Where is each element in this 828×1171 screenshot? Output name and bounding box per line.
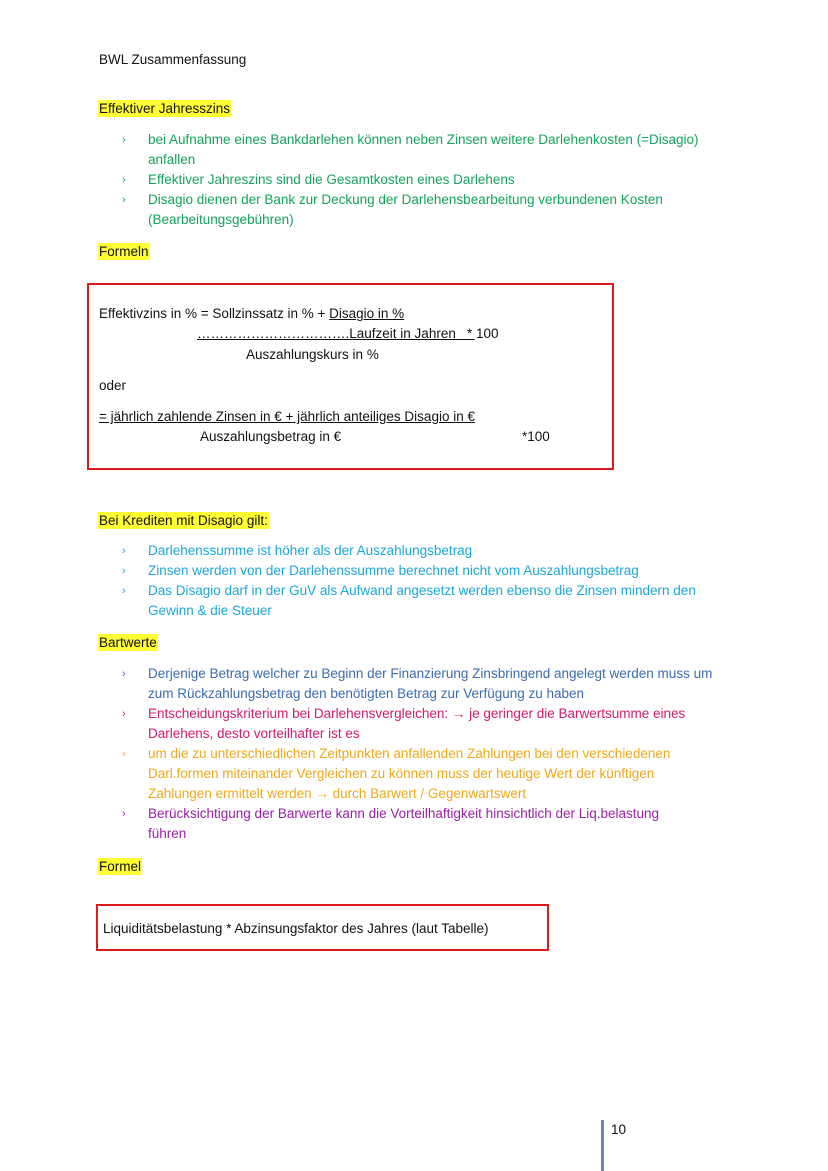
list-item-line: Das Disagio darf in der GuV als Aufwand angesetzt werden ebenso die Zinsen mindern den bbox=[148, 583, 696, 598]
heading-formel: Formel bbox=[99, 859, 142, 874]
list-item bbox=[122, 664, 742, 704]
list-item-line: Entscheidungskriterium bei Darlehensvergleichen: → je geringer die Barwertsumme eines bbox=[148, 706, 686, 721]
bullet-chevron-icon: › bbox=[122, 194, 126, 206]
formula-line-5: Auszahlungsbetrag in € bbox=[200, 429, 342, 444]
page-number-bar bbox=[601, 1120, 604, 1171]
bullet-chevron-icon: › bbox=[122, 748, 126, 760]
formula-oder: oder bbox=[99, 378, 127, 393]
heading-bartwerte: Bartwerte bbox=[99, 635, 157, 650]
list-item-line: führen bbox=[148, 826, 187, 841]
bullet-chevron-icon: › bbox=[122, 708, 126, 720]
list-item-line: Effektiver Jahreszins sind die Gesamtkosten eines Darlehens bbox=[148, 172, 515, 187]
list-item-line: Disagio dienen der Bank zur Deckung der Darlehensbearbeitung verbundenen Kosten bbox=[148, 192, 663, 207]
heading-kredite-disagio: Bei Krediten mit Disagio gilt: bbox=[99, 513, 268, 528]
list-item bbox=[122, 704, 742, 744]
page-number: 10 bbox=[611, 1122, 627, 1137]
list-item-line: Darlehens, desto vorteilhafter ist es bbox=[148, 726, 360, 741]
bullet-chevron-icon: › bbox=[122, 134, 126, 146]
list-item-line: Darlehenssumme ist höher als der Auszahlungsbetrag bbox=[148, 543, 473, 558]
formula-multiplier-1: * 100 bbox=[467, 326, 499, 341]
bullet-chevron-icon: › bbox=[122, 565, 126, 577]
heading-formeln: Formeln bbox=[99, 244, 149, 259]
list-item bbox=[122, 561, 742, 581]
formula-multiplier-2: *100 bbox=[522, 429, 550, 444]
list-item bbox=[122, 190, 742, 230]
document-header-title: BWL Zusammenfassung bbox=[99, 52, 247, 67]
list-item bbox=[122, 130, 742, 170]
list-item-line: um die zu unterschiedlichen Zeitpunkten anfallenden Zahlungen bei den verschiedenen bbox=[148, 746, 671, 761]
list-item bbox=[122, 541, 742, 561]
list-item-line: Zahlungen ermittelt werden → durch Barwert / Gegenwartswert bbox=[148, 786, 527, 801]
list-item-line: anfallen bbox=[148, 152, 196, 167]
formula-line-3: Auszahlungskurs in % bbox=[246, 347, 379, 362]
bullet-chevron-icon: › bbox=[122, 545, 126, 557]
list-kredite-disagio bbox=[122, 541, 742, 621]
bullet-chevron-icon: › bbox=[122, 585, 126, 597]
formula-barwert-text: Liquiditätsbelastung * Abzinsungsfaktor des Jahres (laut Tabelle) bbox=[103, 921, 489, 936]
list-item-line: Zinsen werden von der Darlehenssumme berechnet nicht vom Auszahlungsbetrag bbox=[148, 563, 639, 578]
list-item-line: (Bearbeitungsgebühren) bbox=[148, 212, 294, 227]
bullet-chevron-icon: › bbox=[122, 668, 126, 680]
heading-effektiver-jahreszins: Effektiver Jahresszins bbox=[99, 101, 231, 116]
formula-line-1: Effektivzins in % = Sollzinssatz in % + Disagio in % bbox=[99, 306, 405, 321]
list-effektiver-jahreszins bbox=[122, 130, 742, 230]
list-item-line: bei Aufnahme eines Bankdarlehen können neben Zinsen weitere Darlehenkosten (=Disagio) bbox=[148, 132, 699, 147]
formula-line-4: = jährlich zahlende Zinsen in € + jährlich anteiliges Disagio in € bbox=[99, 409, 475, 424]
list-item-line: Darl.formen miteinander Vergleichen zu können muss der heutige Wert der künftigen bbox=[148, 766, 655, 781]
list-item-line: Gewinn & die Steuer bbox=[148, 603, 272, 618]
bullet-chevron-icon: › bbox=[122, 808, 126, 820]
list-item-line: Berücksichtigung der Barwerte kann die Vorteilhaftigkeit hinsichtlich der Liq.belastung bbox=[148, 806, 660, 821]
list-item bbox=[122, 804, 742, 844]
list-item bbox=[122, 581, 742, 621]
bullet-chevron-icon: › bbox=[122, 174, 126, 186]
list-bartwerte bbox=[122, 664, 742, 844]
list-item-line: zum Rückzahlungsbetrag den benötigten Betrag zur Verfügung zu haben bbox=[148, 686, 585, 701]
formula-line-2: …………………………….Laufzeit in Jahren bbox=[197, 326, 475, 341]
list-item bbox=[122, 744, 742, 804]
list-item-line: Derjenige Betrag welcher zu Beginn der Finanzierung Zinsbringend angelegt werden muss um bbox=[148, 666, 713, 681]
list-item bbox=[122, 170, 742, 190]
